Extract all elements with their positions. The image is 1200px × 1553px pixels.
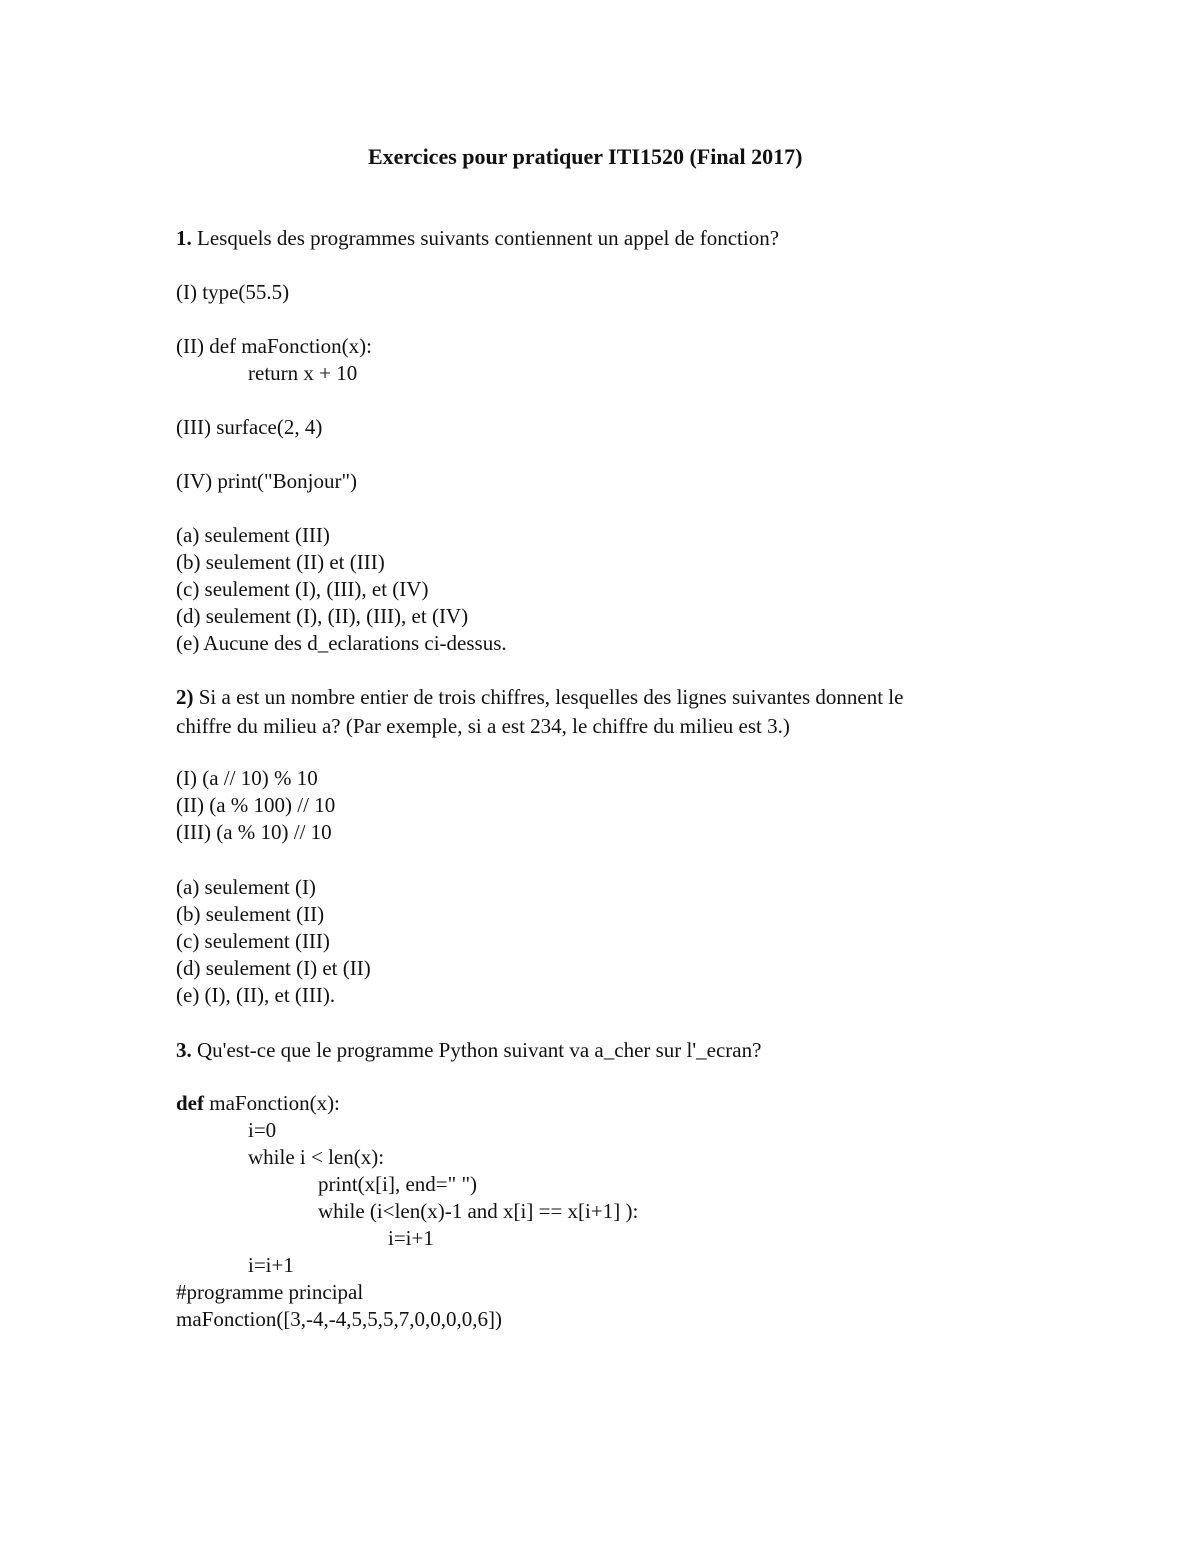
question-1-text: Lesquels des programmes suivants contiennent un appel de fonction? (191, 226, 780, 250)
question-2-line2: chiffre du milieu a? (Par exemple, si a est 234, le chiffre du milieu est 3.) (176, 714, 790, 738)
q1-option-c: (c) seulement (I), (III), et (IV) (176, 577, 429, 601)
question-2-line1 (176, 687, 903, 708)
question-2-text: Si a est un nombre entier de trois chiffres, lesquelles des lignes suivantes donnent le (193, 685, 904, 709)
code-def-line (176, 1093, 340, 1114)
code-def-signature: maFonction(x): (204, 1091, 340, 1115)
q2-option-c: (c) seulement (III) (176, 929, 330, 953)
q1-item-iv: (IV) print("Bonjour") (176, 469, 358, 493)
code-line: while i < len(x): (248, 1145, 385, 1169)
code-call: maFonction([3,-4,-4,5,5,5,7,0,0,0,0,6]) (176, 1307, 503, 1331)
q1-option-a: (a) seulement (III) (176, 523, 330, 547)
q2-item-iii: (III) (a % 10) // 10 (176, 820, 332, 844)
code-line: i=i+1 (248, 1253, 294, 1277)
code-comment: #programme principal (176, 1280, 364, 1304)
question-3-text: Qu'est-ce que le programme Python suivant va a_cher sur l'_ecran? (191, 1038, 762, 1062)
code-line: i=0 (248, 1118, 277, 1142)
question-2-number: 2) (176, 685, 194, 709)
document-title: Exercices pour pratiquer ITI1520 (Final 2017) (368, 144, 803, 169)
q2-item-ii: (II) (a % 100) // 10 (176, 793, 336, 817)
question-1-number: 1. (176, 226, 192, 250)
q1-option-b: (b) seulement (II) et (III) (176, 550, 385, 574)
question-3-number: 3. (176, 1038, 192, 1062)
q2-option-d: (d) seulement (I) et (II) (176, 956, 371, 980)
code-def-keyword: def (176, 1091, 204, 1115)
code-line: i=i+1 (388, 1226, 434, 1250)
q1-item-i: (I) type(55.5) (176, 280, 290, 304)
q1-item-ii-line1: (II) def maFonction(x): (176, 334, 372, 358)
question-3 (176, 1040, 761, 1061)
code-line: print(x[i], end=" ") (318, 1172, 478, 1196)
q1-option-d: (d) seulement (I), (II), (III), et (IV) (176, 604, 469, 628)
q2-option-e: (e) (I), (II), et (III). (176, 983, 336, 1007)
q2-option-b: (b) seulement (II) (176, 902, 325, 926)
question-1 (176, 228, 779, 249)
q1-item-ii-line2: return x + 10 (248, 361, 358, 385)
q1-option-e: (e) Aucune des d_eclarations ci-dessus. (176, 631, 507, 655)
q2-item-i: (I) (a // 10) % 10 (176, 766, 318, 790)
q1-item-iii: (III) surface(2, 4) (176, 415, 323, 439)
q2-option-a: (a) seulement (I) (176, 875, 316, 899)
code-line: while (i<len(x)-1 and x[i] == x[i+1] ): (318, 1199, 639, 1223)
